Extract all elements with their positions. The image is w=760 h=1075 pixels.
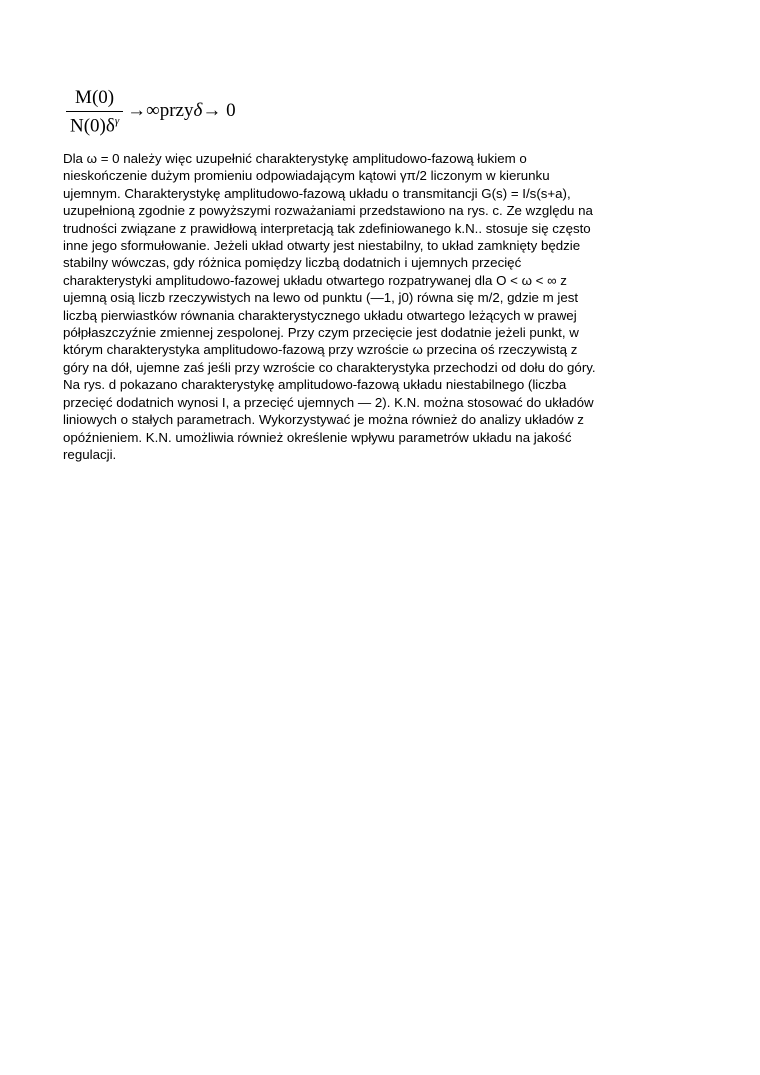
arrow-zero: → 0: [202, 100, 236, 122]
paragraph-line: półpłaszczyźnie zmiennej zespolonej. Przy czym przecięcie jest dodatnie jeżeli punkt, w: [63, 325, 579, 341]
denominator-base: N(0)δ: [70, 115, 115, 137]
body-paragraph: [63, 150, 693, 463]
paragraph-line: którym charakterystyka amplitudowo-fazową przy wzroście ω przecina oś rzeczywistą z: [63, 342, 578, 358]
formula-fraction: [66, 88, 123, 135]
paragraph-line: inne jego sformułowanie. Jeżeli układ otwarty jest niestabilny, to układ zamknięty będzie: [63, 238, 581, 254]
formula-rhs: [127, 101, 235, 120]
paragraph-line: charakterystyki amplitudowo-fazowej układu otwartego rozpatrywanej dla O < ω < ∞ z: [63, 272, 567, 288]
paragraph-line: trudności związane z prawidłową interpretacją tak zdefiniowanego k.N.. stosuje się często: [63, 220, 591, 236]
paragraph-line: opóźnieniem. K.N. umożliwia również określenie wpływu parametrów układu na jakość: [63, 429, 572, 445]
formula-numerator: M(0): [75, 87, 115, 108]
paragraph-line: przecięć dodatnich wynosi I, a przecięć ujemnych — 2). K.N. można stosować do układów: [63, 394, 594, 410]
paragraph-line: stabilny wówczas, gdy różnica pomiędzy liczbą dodatnich i ujemnych przecięć: [63, 255, 522, 271]
denominator-exponent: γ: [114, 115, 120, 127]
formula-variable: δ: [193, 100, 203, 122]
formula-word: przy: [159, 100, 194, 122]
paragraph-line: Na rys. d pokazano charakterystykę amplitudowo-fazową układu niestabilnego (liczba: [63, 377, 567, 393]
paragraph-line: ujemnym. Charakterystykę amplitudowo-fazową układu o transmitancji G(s) = I/s(s+a),: [63, 185, 571, 201]
formula-denominator: [66, 112, 123, 135]
formula: [66, 88, 236, 135]
paragraph-line: uzupełnioną zgodnie z powyższymi rozważaniami przedstawiono na rys. c. Ze względu na: [63, 203, 593, 219]
paragraph-line: góry na dół, ujemne zaś jeśli przy wzroście co charakterystyka przechodzi od dołu do góry.: [63, 359, 596, 375]
paragraph-line: nieskończenie dużym promieniu odpowiadającym kątowi γπ/2 liczonym w kierunku: [63, 168, 550, 184]
paragraph-line: Dla ω = 0 należy więc uzupełnić charakterystykę amplitudowo-fazową łukiem o: [63, 151, 527, 166]
arrow-infinity: →∞: [127, 100, 160, 122]
paragraph-line: ujemną osią liczb rzeczywistych na lewo od punktu (—1, j0) równa się m/2, gdzie m jest: [63, 290, 579, 306]
paragraph-line: regulacji.: [63, 446, 117, 462]
paragraph-line: liniowych o stałych parametrach. Wykorzystywać je można również do analizy układów z: [63, 412, 584, 428]
paragraph-line: liczbą pierwiastków równania charakterystycznego układu otwartego leżących w prawej: [63, 307, 577, 323]
